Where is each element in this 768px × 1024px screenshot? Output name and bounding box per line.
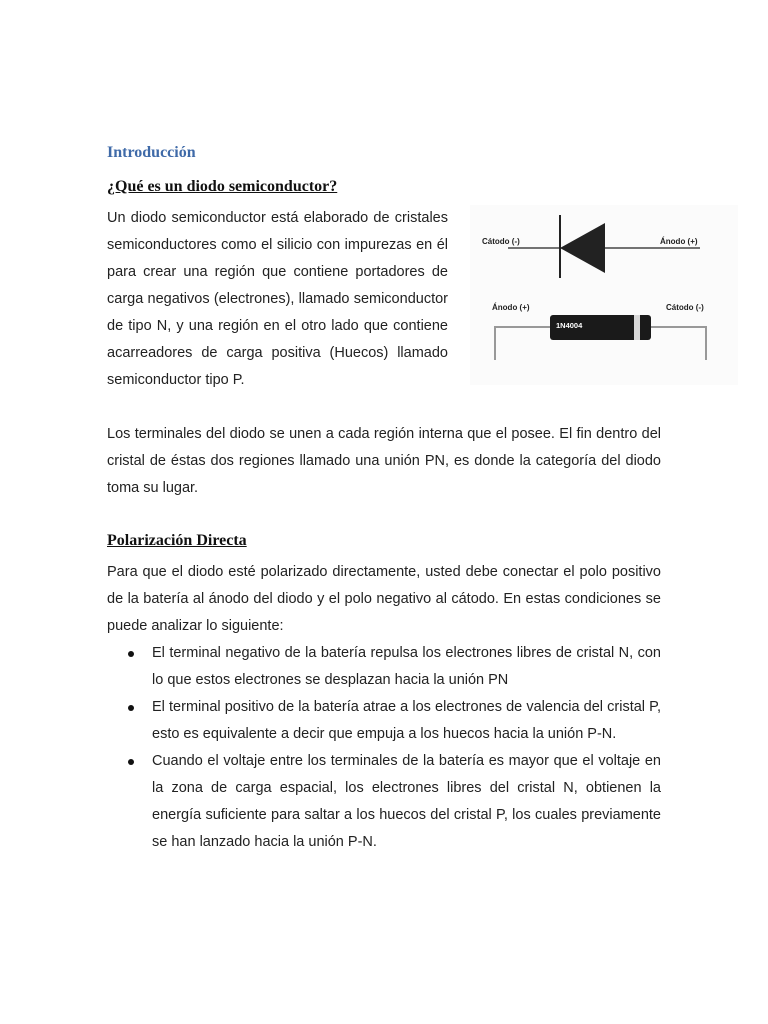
component-anode-label: Ánodo (+) [492, 303, 530, 312]
component-cathode-label: Cátodo (-) [666, 303, 704, 312]
diode-figure [470, 205, 738, 385]
list-item-text: Cuando el voltaje entre los terminales de la batería es mayor que el voltaje en la zona de carga espacial, los electrones libres del cristal N, obtienen la energía suficiente para saltar a los huecos del cristal P, los cuales previamente se han lanzado hacia la unión P-N. [152, 753, 661, 850]
bullet-icon [128, 705, 134, 711]
polarizacion-bullet-list [107, 640, 661, 856]
list-item [107, 694, 661, 748]
list-item-text: El terminal negativo de la batería repulsa los electrones libres de cristal N, con lo que estos electrones se desplazan hacia la unión PN [152, 645, 661, 688]
bullet-icon [128, 651, 134, 657]
intro-paragraph-2: Los terminales del diodo se unen a cada región interna que el posee. El fin dentro del cristal de éstas dos regiones llamado una unión PN, es donde la categoría del diodo toma su lugar. [107, 426, 661, 496]
cathode-band [634, 315, 640, 340]
list-item [107, 748, 661, 856]
symbol-anode-label: Ánodo (+) [660, 237, 698, 246]
subheading-polarizacion-directa: Polarización Directa [107, 532, 247, 549]
part-number-label: 1N4004 [556, 321, 583, 330]
section-heading-introduccion: Introducción [107, 144, 196, 161]
subheading-que-es-diodo: ¿Qué es un diodo semiconductor? [107, 178, 338, 195]
list-item [107, 640, 661, 694]
symbol-cathode-label: Cátodo (-) [482, 237, 520, 246]
polarizacion-paragraph: Para que el diodo esté polarizado directamente, usted debe conectar el polo positivo de la batería al ánodo del diodo y el polo negativo al cátodo. En estas condiciones se puede analizar lo siguiente: [107, 564, 661, 634]
diode-illustration [470, 205, 738, 385]
bullet-icon [128, 759, 134, 765]
list-item-text: El terminal positivo de la batería atrae a los electrones de valencia del cristal P, esto es equivalente a decir que empuja a los huecos hacia la unión P-N. [152, 699, 661, 742]
intro-paragraph-1: Un diodo semiconductor está elaborado de cristales semiconductores como el silicio con impurezas en él para crear una región que contiene portadores de carga negativos (electrones), llamado semiconductor de tipo N, y una región en el otro lado que contiene acarreadores de carga positiva (Huecos) llamado semiconductor tipo P. [107, 210, 448, 388]
